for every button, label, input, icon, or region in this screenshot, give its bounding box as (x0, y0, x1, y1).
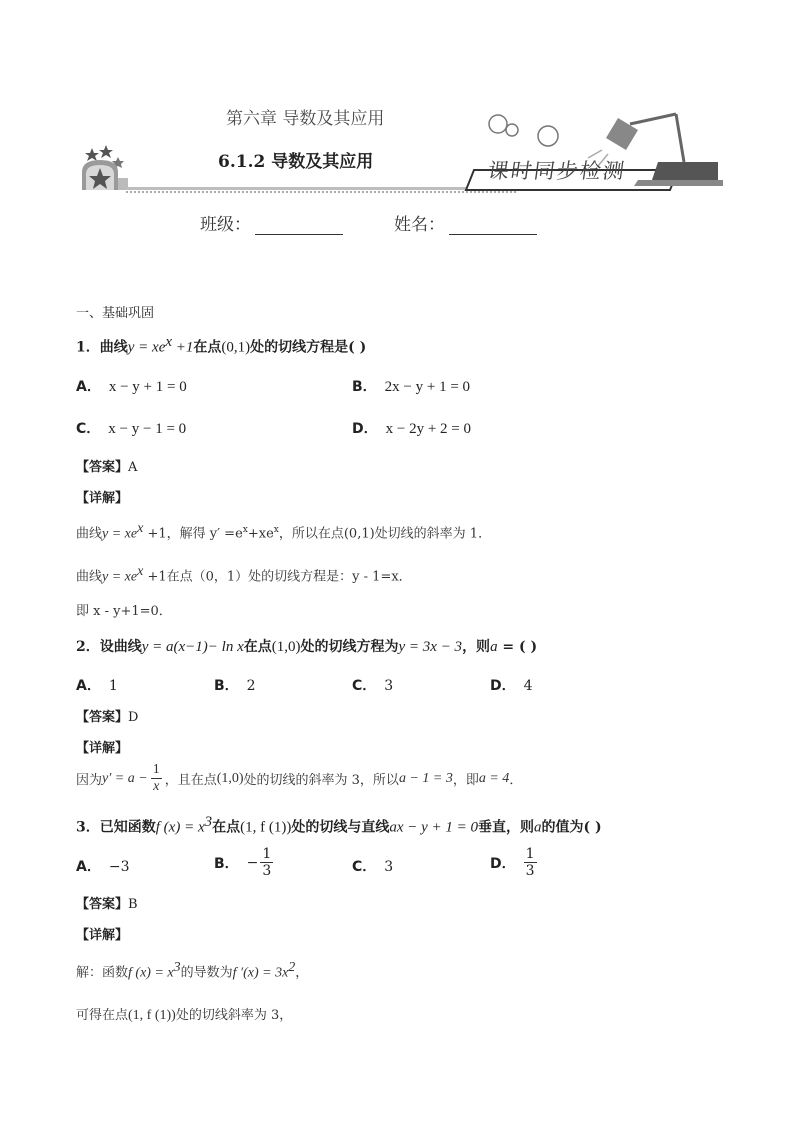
name-input-line[interactable] (449, 216, 537, 235)
question-2: 2．设曲线y = a(x−1)− ln x在点(1,0)处的切线方程为y = 3x − 3，则a = ( ) (76, 639, 538, 655)
q3-option-b[interactable]: B． − $\frac{1}{3}$ (214, 846, 272, 879)
q2-option-a[interactable]: A． 1 (76, 678, 118, 694)
q2-option-c[interactable]: C． 3 (352, 678, 394, 694)
question-3: 3．已知函数f $(x) = x^3$在点(1, f (1))处的切线与直线ax − y + 1 = 0垂直，则a的值为( ) (76, 814, 602, 836)
q3-option-d[interactable]: D． 1 3 (490, 846, 535, 879)
fraction: $\frac{1}{3}$ (262, 846, 272, 879)
question-1: 1．曲线$y = xe^x +1$在点(0,1)处的切线方程是( ) (76, 334, 367, 356)
q3-option-c[interactable]: C． 3 (352, 859, 394, 875)
section-heading: 一、基础巩固 (76, 306, 155, 321)
section-title: 6.1.2 导数及其应用 (218, 152, 374, 172)
star-badge-icon (82, 145, 128, 190)
q3-detail-tag: 【详解】 (76, 928, 129, 943)
badge-title: 课时同步检测 (486, 159, 628, 183)
fraction: $\frac{1}{x}$ (152, 762, 160, 794)
q3-option-a[interactable]: A． −3 (76, 859, 130, 875)
header-decoration (78, 110, 723, 196)
q2-answer: 【答案】D (76, 710, 139, 725)
q3-detail-line-2: 可得在点(1, f (1))处的切线斜率为 3， (76, 1008, 293, 1023)
class-label: 班级： (200, 215, 251, 235)
chapter-title: 第六章 导数及其应用 (226, 109, 385, 129)
q3-answer: 【答案】B (76, 897, 138, 912)
q1-option-b[interactable]: B． 2x − y + 1 = 0 (352, 379, 471, 395)
q1-option-c[interactable]: C． x − y − 1 = 0 (76, 421, 187, 437)
q2-detail-line-1: 因为 y′ = a − $\frac{1}{x}$ ，且在点 (1,0) 处的切线的斜率为 3，所以 a − 1 = 3 ，即 a = 4 ． (76, 762, 523, 794)
q1-option-a[interactable]: A． x − y + 1 = 0 (76, 379, 187, 395)
class-field (200, 210, 343, 235)
name-field (394, 210, 537, 235)
q1-option-d[interactable]: D． x − 2y + 2 = 0 (352, 421, 472, 437)
q1-detail-tag: 【详解】 (76, 491, 129, 506)
fraction: 1 3 (525, 846, 535, 879)
q1-answer: 【答案】A (76, 460, 138, 475)
name-label: 姓名： (394, 215, 445, 235)
q1-detail-line-1: 曲线$y = xe^x +1$，解得 $y' =e^x+xe^x$，所以在点(0,1)处切线的斜率为 1． (76, 521, 492, 542)
q1-detail-line-2: 曲线$y = xe^x +1$在点（0，1）处的切线方程是：y - 1=x． (76, 564, 412, 585)
q1-detail-line-3: 即 x - y+1=0． (76, 604, 172, 619)
q2-detail-tag: 【详解】 (76, 741, 129, 756)
q3-detail-line-1: 解：函数f $(x) = x^3$的导数为f $'(x) = 3x^2$， (76, 960, 309, 981)
q2-option-d[interactable]: D． 4 (490, 678, 533, 694)
q2-option-b[interactable]: B． 2 (214, 678, 256, 694)
class-input-line[interactable] (255, 216, 343, 235)
